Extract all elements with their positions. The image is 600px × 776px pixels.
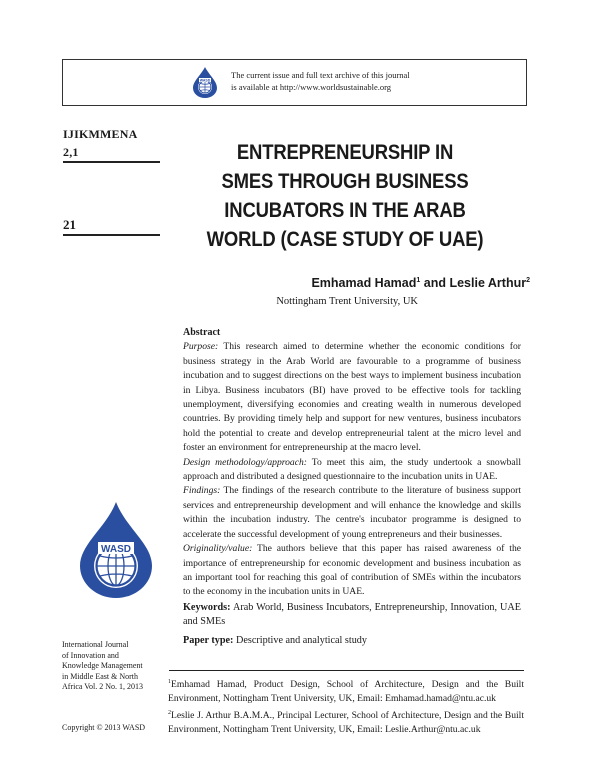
wasd-logo-text: WASD: [101, 544, 131, 555]
page-number: 21: [63, 217, 76, 232]
archive-notice-box: [62, 59, 527, 106]
design-label: Design methodology/approach:: [183, 456, 307, 468]
journal-info: [62, 640, 167, 693]
purpose-label: Purpose:: [183, 341, 219, 353]
findings-label: Findings:: [183, 485, 221, 497]
findings-text: The findings of the research contribute to the literature of business support services and entrepreneurship development and will enhance the knowledge and skills within the incubation industry. The centre's incubator programme is designed to accelerate the successful development of young entrepreneurs and their businesses.: [183, 485, 521, 540]
left-rule-bottom: [63, 234, 160, 236]
footnote-1-marker: 1: [168, 679, 171, 685]
paper-title-line-4: WORLD (CASE STUDY OF UAE): [206, 227, 484, 251]
originality-text: The authors believe that this paper has raised awareness of the importance of entrepreneurship for economic development and business incubation as an important tool for reaching this goal of contribution of SMEs within the incubators to the economy in the incubation units in UAE.: [183, 543, 521, 598]
abstract-purpose: [183, 340, 521, 455]
archive-notice-line-2: is available at http://www.worldsustainable.org: [231, 81, 392, 92]
journal-info-line-3: Knowledge Management: [62, 661, 143, 670]
abstract-design: [183, 456, 521, 485]
journal-info-line-2: of Innovation and: [62, 650, 119, 660]
authors: [200, 276, 530, 290]
abstract-paper-type: [183, 634, 521, 648]
paper-title-line-2: SMES THROUGH BUSINESS: [221, 169, 469, 193]
paper-type-label: Paper type:: [183, 634, 234, 646]
abstract: [183, 326, 521, 648]
paper-title: [186, 138, 504, 254]
keywords-label: Keywords:: [183, 601, 231, 613]
footnote-1-text: Emhamad Hamad, Product Design, School of Architecture, Design and the Built Environment, Nottingham Trent University, UK, Email: Emhamad.hamad@ntu.ac.uk: [168, 679, 524, 705]
left-rule-top: [63, 161, 160, 163]
purpose-text: This research aimed to determine whether the economic conditions for business strategy in the Arab World are favourable to a programme of business incubation and to suggest directions on the best ways to implement business incubation in Libya. Business incubators (BI) have proved to be effective tools for tackling unemployment, diversifying economies and creating wealth in numerous developed countries. By providing timely help and support for new ventures, business incubators hold the potential to create and develop entrepreneurial talent at the micro level and foster an environment for entrepreneurship at the macro level.: [183, 341, 521, 454]
author-1: Emhamad Hamad: [311, 276, 417, 290]
footnote-2: [168, 706, 524, 737]
originality-label: Originality/value:: [183, 543, 253, 555]
abstract-keywords: [183, 601, 521, 630]
journal-code: [63, 125, 137, 161]
abstract-findings: [183, 484, 521, 542]
journal-code-name: IJIKMMENA: [63, 127, 138, 141]
journal-info-line-4: in Middle East & North: [62, 671, 138, 681]
footnote-2-marker: 2: [168, 710, 171, 717]
journal-info-line-1: International Journal: [62, 640, 129, 649]
author-1-superscript: 1: [416, 276, 421, 284]
authors-conjunction: and: [420, 276, 450, 290]
abstract-heading: Abstract: [183, 327, 221, 338]
paper-title-line-3: INCUBATORS IN THE ARAB: [224, 198, 466, 222]
footnote-2-text: Leslie J. Arthur B.A.M.A., Principal Lecturer, School of Architecture, Design and the Built Environment, Nottingham Trent University, UK, Email: Leslie.Arthur@ntu.ac.uk: [168, 710, 524, 736]
wasd-small-logo-icon: [191, 66, 219, 98]
affiliation: Nottingham Trent University, UK: [276, 296, 418, 307]
archive-notice-line-1: The current issue and full text archive of this journal: [231, 70, 410, 80]
author-2: Leslie Arthur: [449, 276, 527, 290]
wasd-logo-icon: [78, 500, 154, 600]
svg-text:WASD: WASD: [199, 78, 211, 83]
design-text: To meet this aim, the study undertook a snowball approach and distributed a designed questionnaire to the incubation units in UAE.: [183, 456, 522, 483]
footnote-1: [168, 675, 524, 706]
abstract-originality: [183, 542, 521, 600]
paper-title-line-1: ENTREPRENEURSHIP IN: [236, 140, 454, 164]
author-2-superscript: 2: [526, 276, 530, 284]
copyright: Copyright © 2013 WASD: [62, 723, 146, 732]
footnote-rule: [169, 670, 524, 671]
archive-notice-text: [231, 70, 521, 93]
journal-info-line-5: Africa Vol. 2 No. 1, 2013: [62, 682, 144, 691]
paper-type-text: Descriptive and analytical study: [233, 634, 367, 646]
footnotes: [168, 675, 524, 737]
journal-code-volume: 2,1: [63, 145, 79, 159]
keywords-text: Arab World, Business Incubators, Entrepreneurship, Innovation, UAE and SMEs: [183, 601, 521, 628]
